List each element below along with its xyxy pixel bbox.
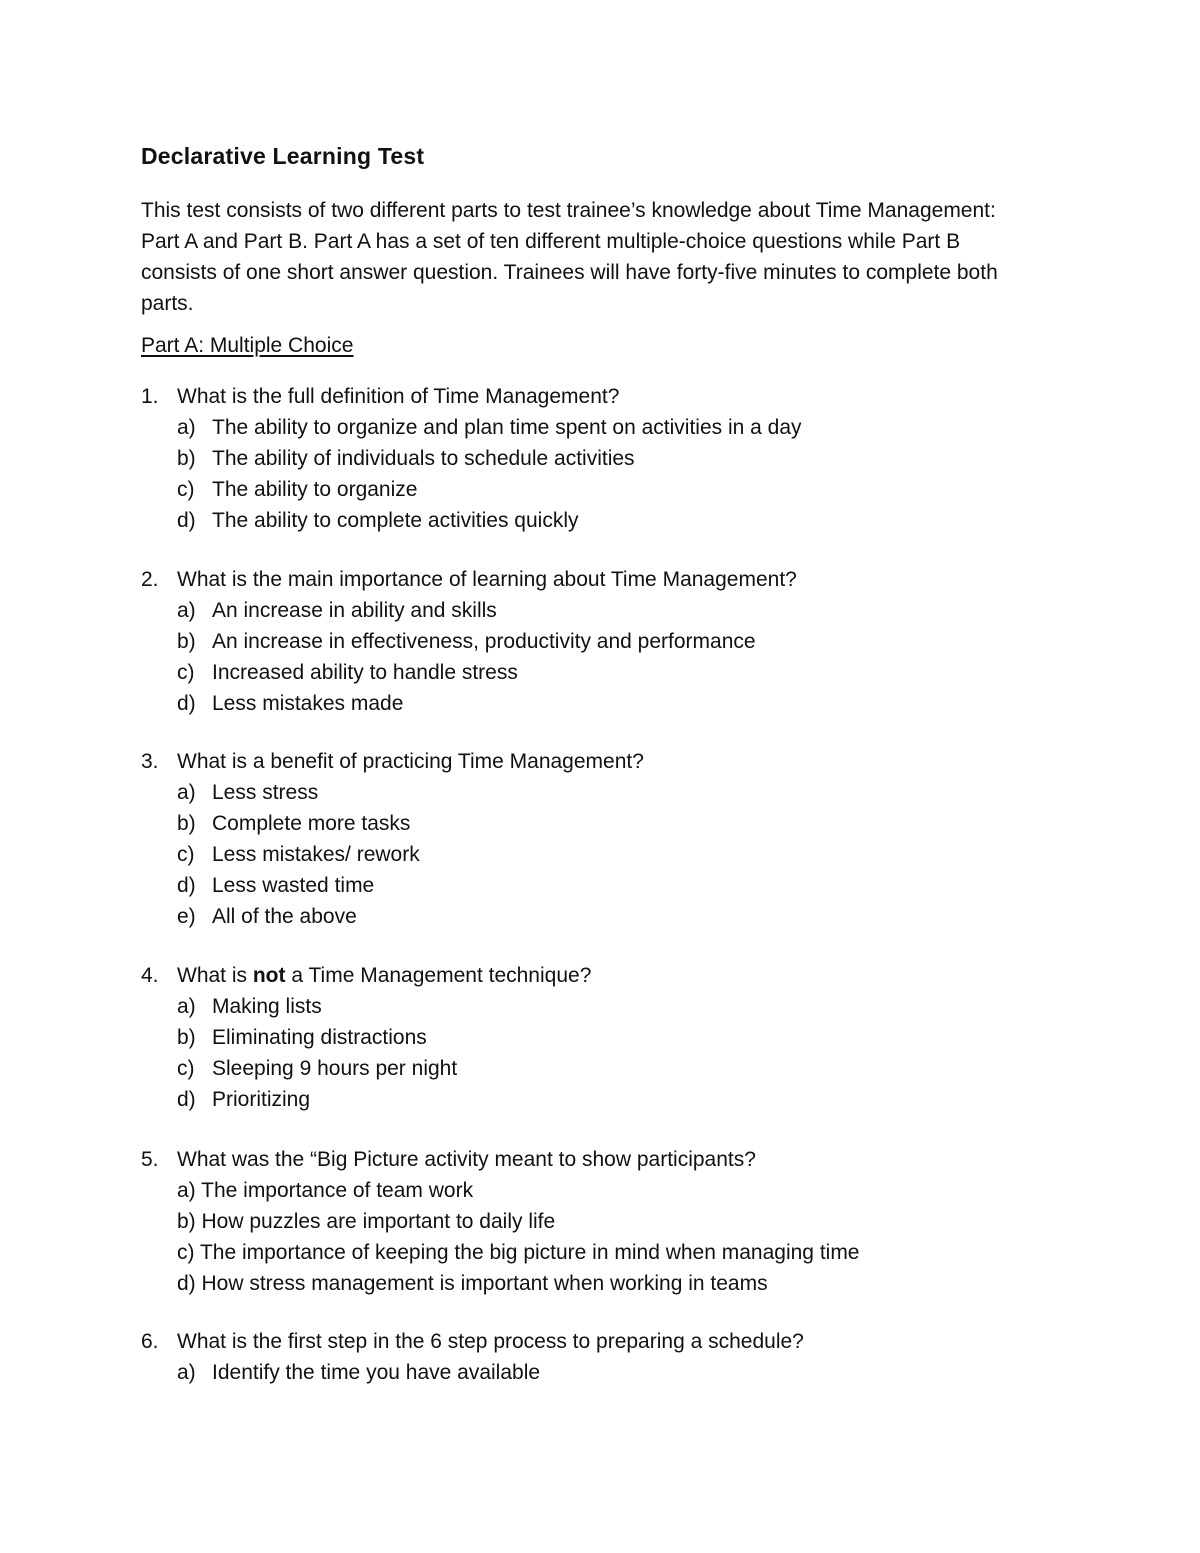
option-letter: d) xyxy=(177,509,196,532)
option-text: Increased ability to handle stress xyxy=(212,661,518,684)
option-letter: b) xyxy=(177,630,196,653)
option-item xyxy=(141,1175,1091,1206)
question-4 xyxy=(141,960,1091,1115)
option-item xyxy=(141,808,1091,839)
option-item xyxy=(141,595,1091,626)
question-number: 3. xyxy=(141,750,159,773)
option-letter: a) xyxy=(177,781,196,804)
question-text-start: What is xyxy=(177,964,253,987)
option-text: The ability to organize and plan time spent on activities in a day xyxy=(212,416,802,439)
question-text: What is the full definition of Time Management? xyxy=(177,385,620,408)
question-6 xyxy=(141,1326,1091,1388)
option-letter: d) xyxy=(177,692,196,715)
option-item xyxy=(141,901,1091,932)
question-text-emphasis: not xyxy=(252,964,286,987)
option-item xyxy=(141,839,1091,870)
option-letter: a) xyxy=(177,1361,196,1384)
option-letter: c) xyxy=(177,478,195,501)
section-heading-part-a: Part A: Multiple Choice xyxy=(141,334,354,357)
question-number: 4. xyxy=(141,964,159,987)
option-letter: b) xyxy=(177,812,196,835)
option-item xyxy=(141,870,1091,901)
option-text: Eliminating distractions xyxy=(212,1026,427,1049)
option-item xyxy=(141,1237,1091,1268)
option-text: An increase in ability and skills xyxy=(212,599,497,622)
option-item xyxy=(141,626,1091,657)
question-line xyxy=(141,564,1091,595)
intro-line: This test consists of two different parts to test trainee’s knowledge about Time Management: xyxy=(141,199,996,222)
option-text: a) The importance of team work xyxy=(177,1179,474,1202)
intro-paragraph xyxy=(141,195,1051,319)
option-text: An increase in effectiveness, productivity and performance xyxy=(212,630,756,653)
intro-line: parts. xyxy=(141,292,194,315)
option-letter: a) xyxy=(177,416,196,439)
question-line xyxy=(141,746,1091,777)
option-text: c) The importance of keeping the big picture in mind when managing time xyxy=(177,1241,860,1264)
option-item xyxy=(141,688,1091,719)
option-item xyxy=(141,412,1091,443)
option-letter: d) xyxy=(177,1088,196,1111)
question-text: What was the “Big Picture activity meant to show participants? xyxy=(177,1148,756,1171)
option-letter: a) xyxy=(177,599,196,622)
option-letter: c) xyxy=(177,1057,195,1080)
question-2 xyxy=(141,564,1091,719)
option-text: Less mistakes/ rework xyxy=(212,843,420,866)
question-text: What is the first step in the 6 step process to preparing a schedule? xyxy=(177,1330,804,1353)
option-item xyxy=(141,1206,1091,1237)
option-item xyxy=(141,474,1091,505)
option-item xyxy=(141,1268,1091,1299)
question-text xyxy=(177,960,591,991)
option-text: Less stress xyxy=(212,781,319,804)
option-text: Prioritizing xyxy=(212,1088,311,1111)
question-line xyxy=(141,1144,1091,1175)
option-letter: a) xyxy=(177,995,196,1018)
option-letter: c) xyxy=(177,661,195,684)
option-item xyxy=(141,505,1091,536)
option-text: b) How puzzles are important to daily life xyxy=(177,1210,556,1233)
question-number: 6. xyxy=(141,1330,159,1353)
option-text: The ability of individuals to schedule activities xyxy=(212,447,635,470)
question-text: What is a benefit of practicing Time Management? xyxy=(177,750,644,773)
option-letter: e) xyxy=(177,905,196,928)
question-number: 1. xyxy=(141,385,159,408)
question-text: What is the main importance of learning about Time Management? xyxy=(177,568,797,591)
question-1 xyxy=(141,381,1091,536)
option-item xyxy=(141,657,1091,688)
question-number: 2. xyxy=(141,568,159,591)
question-line xyxy=(141,960,1091,991)
option-text: Making lists xyxy=(212,995,322,1018)
question-number: 5. xyxy=(141,1148,159,1171)
option-letter: b) xyxy=(177,447,196,470)
option-item xyxy=(141,777,1091,808)
option-text: All of the above xyxy=(212,905,357,928)
option-text: Sleeping 9 hours per night xyxy=(212,1057,458,1080)
option-item xyxy=(141,1022,1091,1053)
question-line xyxy=(141,381,1091,412)
question-line xyxy=(141,1326,1091,1357)
option-letter: c) xyxy=(177,843,195,866)
intro-line: Part A and Part B. Part A has a set of ten different multiple-choice questions while Part B xyxy=(141,230,961,253)
option-item xyxy=(141,1357,1091,1388)
option-item xyxy=(141,1084,1091,1115)
option-letter: d) xyxy=(177,874,196,897)
question-5 xyxy=(141,1144,1091,1299)
document-title: Declarative Learning Test xyxy=(141,143,425,169)
option-text: d) How stress management is important when working in teams xyxy=(177,1272,768,1295)
option-text: Identify the time you have available xyxy=(212,1361,541,1384)
question-3 xyxy=(141,746,1091,932)
option-text: Less mistakes made xyxy=(212,692,404,715)
option-text: Complete more tasks xyxy=(212,812,411,835)
option-text: Less wasted time xyxy=(212,874,375,897)
option-text: The ability to organize xyxy=(212,478,418,501)
option-item xyxy=(141,443,1091,474)
question-text-end: a Time Management technique? xyxy=(285,964,592,987)
intro-line: consists of one short answer question. Trainees will have forty-five minutes to complete both xyxy=(141,261,998,284)
option-item xyxy=(141,1053,1091,1084)
option-item xyxy=(141,991,1091,1022)
option-text: The ability to complete activities quickly xyxy=(212,509,579,532)
option-letter: b) xyxy=(177,1026,196,1049)
